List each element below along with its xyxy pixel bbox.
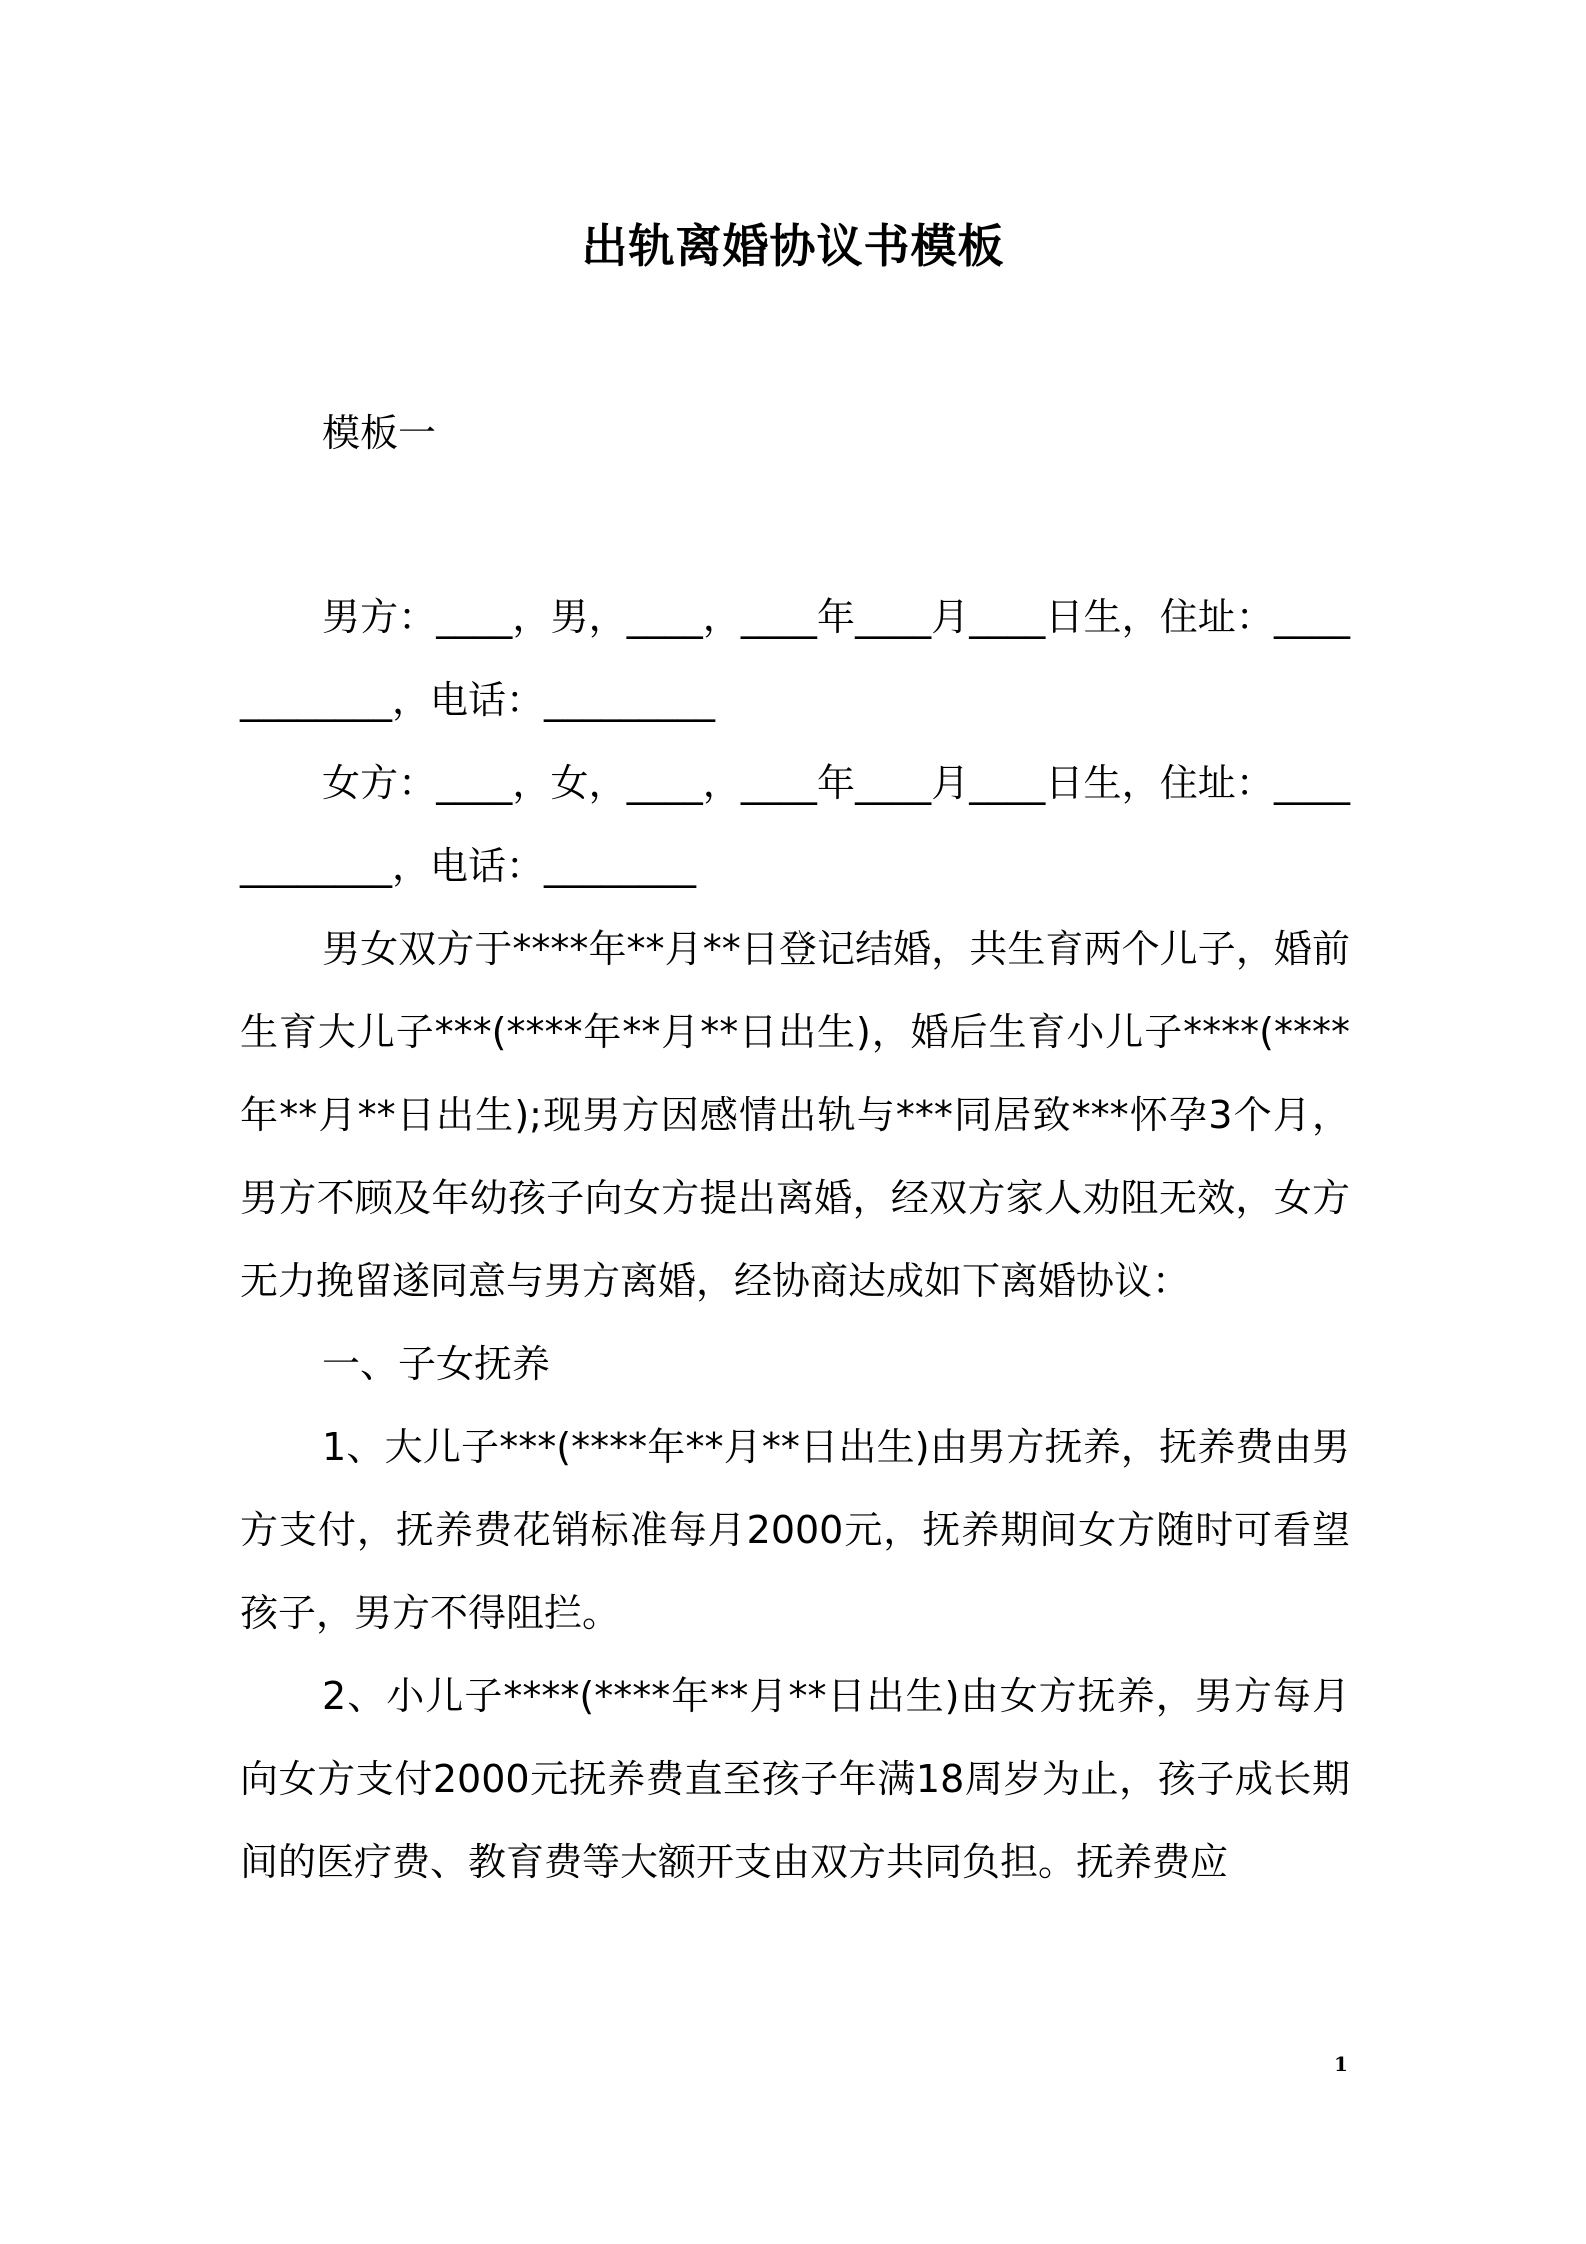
page-number: 1 <box>1334 2052 1348 2076</box>
section-label: 模板一 <box>322 411 437 455</box>
section-heading-child-custody: 一、子女抚养 <box>322 1342 551 1386</box>
document-body <box>240 576 1350 1904</box>
male-party-info: 男方：____，男，____，____年____月____日生，住址：____________，电话：_________ <box>240 595 1350 722</box>
female-party-info: 女方：____，女，____，____年____月____日生，住址：____________，电话：________ <box>240 761 1350 888</box>
document-title: 出轨离婚协议书模板 <box>581 219 1005 273</box>
clause-2: 2、小儿子****(****年**月**日出生)由女方抚养，男方每月向女方支付2000元抚养费直至孩子年满18周岁为止，孩子成长期间的医疗费、教育费等大额开支由双方共同负担。抚养费应 <box>240 1674 1350 1884</box>
clause-1: 1、大儿子***(****年**月**日出生)由男方抚养，抚养费由男方支付，抚养费花销标准每月2000元，抚养期间女方随时可看望孩子，男方不得阻拦。 <box>240 1425 1350 1635</box>
background-paragraph: 男女双方于****年**月**日登记结婚，共生育两个儿子，婚前生育大儿子***(****年**月**日出生)，婚后生育小儿子****(****年**月**日出生);现男方因感情出轨与***同居致***怀孕3个月，男方不顾及年幼孩子向女方提出离婚，经双方家人劝阻无效，女方无力挽留遂同意与男方离婚，经协商达成如下离婚协议： <box>240 927 1350 1303</box>
